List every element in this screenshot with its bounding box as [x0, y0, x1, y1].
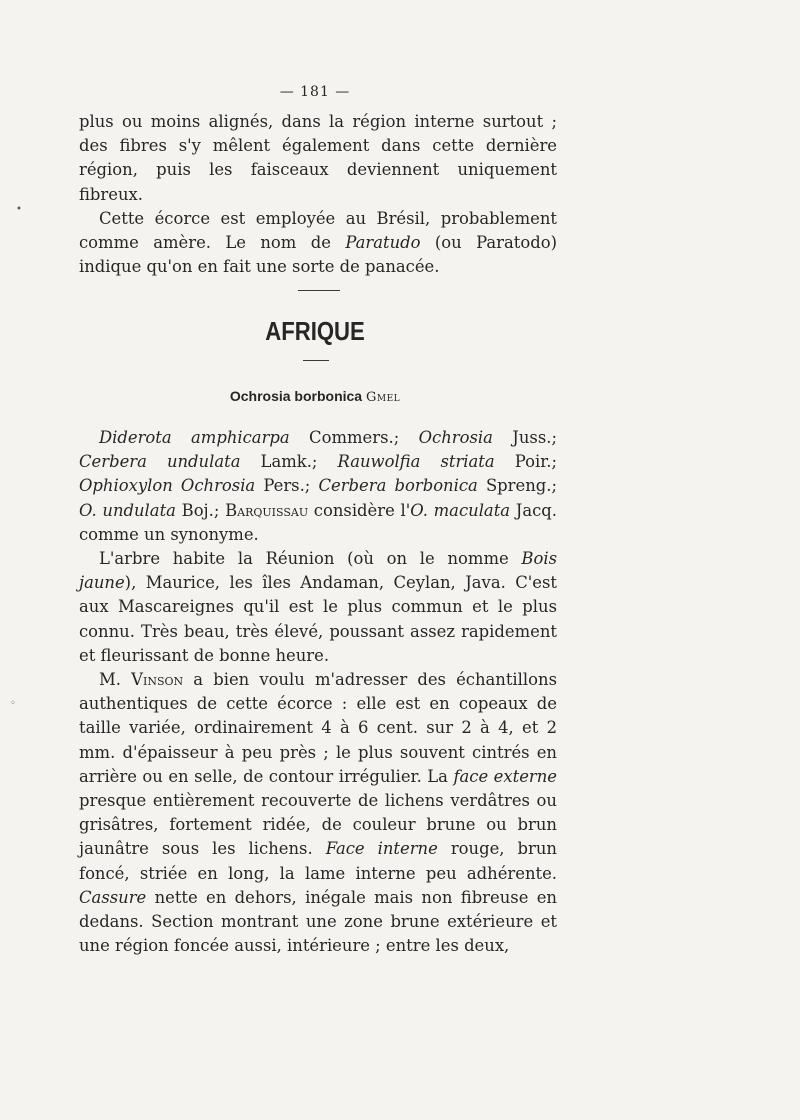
species-name: Ochrosia borbonica	[229, 388, 363, 404]
paragraph-description: M. Vinson a bien voulu m'adresser des échantillons authentiques de cette écorce : elle est en copeaux de taille variée, ordinairement 4 à 6 cent. sur 2 à 4, et 2 mm. d'épaisseur à peu près ; le plus souvent cintrés en arrière ou en selle, de contour irrégulier. La face externe presque entièrement recouverte de lichens verdâtres ou grisâtres, fortement ridée, de couleur brune ou brun jaunâtre sous les lichens. Face interne rouge, brun foncé, striée en long, la lame interne peu adhérente. Cassure nette en dehors, inégale mais non fibreuse en dedans. Section montrant une zone brune extérieure et une région foncée aussi, intérieure ; entre les deux,	[79, 670, 557, 956]
paragraph-synonyms: Diderota amphicarpa Commers.; Ochrosia Juss.; Cerbera undulata Lamk.; Rauwolfia striata Poir.; Ophioxylon Ochrosia Pers.; Cerbera borbonica Spreng.; O. undulata Boj.; Barquissau considère l'O. maculata Jacq. comme un synonyme.	[79, 428, 558, 544]
text-block-top	[79, 110, 557, 279]
paragraph-habitat: L'arbre habite la Réunion (où on le nomme Bois jaune), Maurice, les îles Andaman, Ceylan, Java. C'est aux Mascareignes qu'il est le plus commun et le plus connu. Très beau, très élevé, poussant assez rapidement et fleurissant de bonne heure.	[79, 549, 557, 665]
paragraph-continued: plus ou moins alignés, dans la région interne surtout ; des fibres s'y mêlent également dans cette dernière région, puis les faisceaux deviennent uniquement fibreux.	[79, 112, 557, 204]
section-title: AFRIQUE	[265, 316, 365, 346]
divider-rule-bottom	[303, 360, 329, 361]
divider-rule-top	[298, 290, 340, 291]
species-author: Gmel	[365, 390, 401, 405]
species-heading	[0, 388, 630, 405]
page-number: — 181 —	[279, 84, 351, 100]
margin-mark: ◦	[10, 698, 16, 709]
paragraph-paratudo: Cette écorce est employée au Brésil, probablement comme amère. Le nom de Paratudo (ou Paratodo) indique qu'on en fait une sorte de panacée.	[79, 208, 557, 277]
text-block-main	[79, 426, 557, 958]
italic-term: Paratudo	[345, 233, 421, 253]
margin-dot: •	[16, 204, 22, 215]
